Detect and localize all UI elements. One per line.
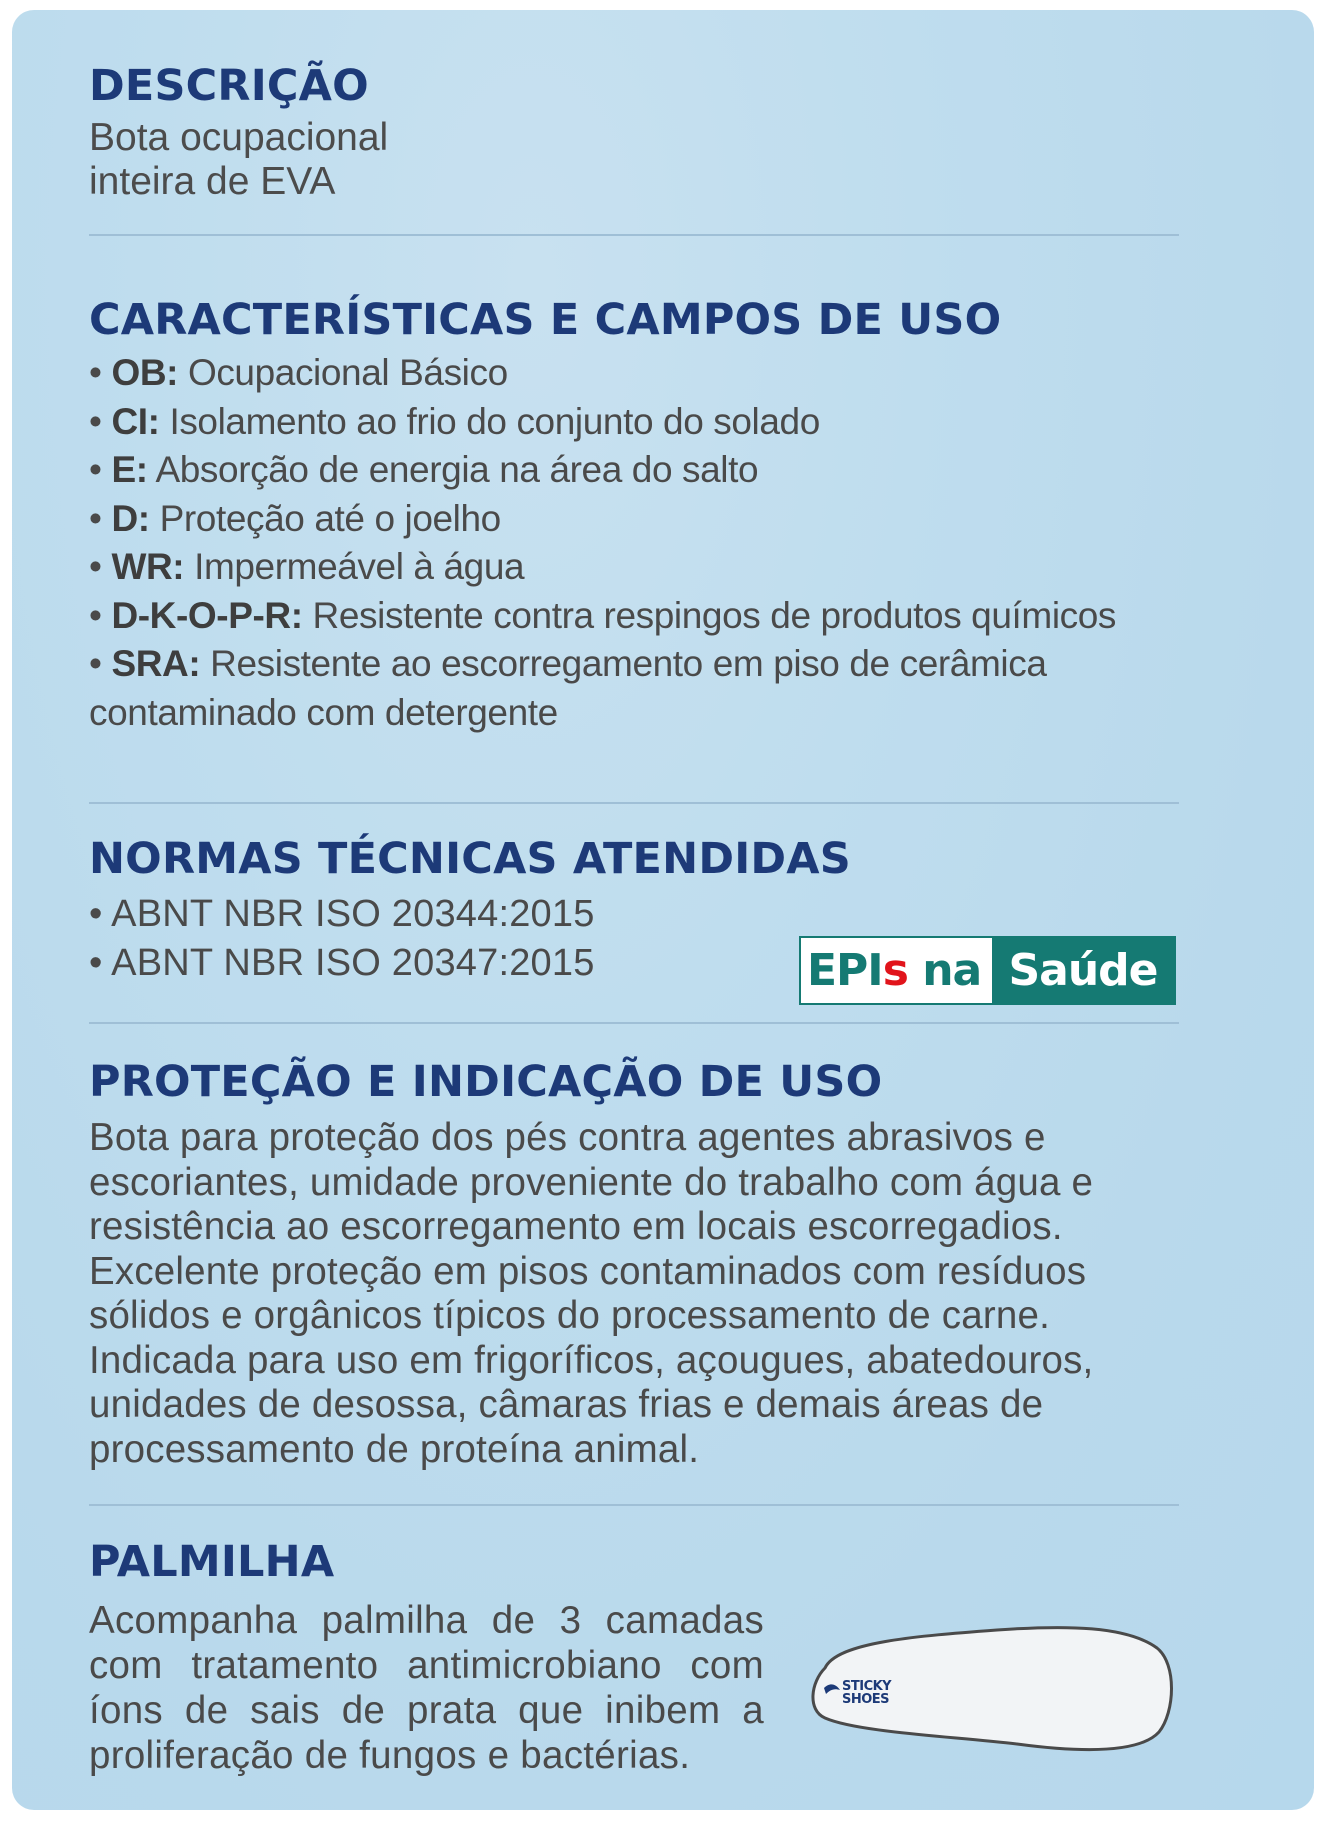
characteristic-code: OB: bbox=[111, 352, 179, 393]
characteristic-code: D-K-O-P-R: bbox=[111, 594, 303, 636]
characteristic-text: Impermeável à água bbox=[184, 546, 525, 587]
logo-text-red: s bbox=[882, 945, 908, 996]
characteristics-heading: CARACTERÍSTICAS E CAMPOS DE USO bbox=[89, 295, 1002, 345]
list-item: • SRA: Resistente ao escorregamento em piso de cerâmica bbox=[89, 643, 1047, 684]
insole-text: Acompanha palmilha de 3 camadas com tratamento antimicrobiano com íons de sais de prata que inibem a proliferação de fungos e bactérias. bbox=[89, 1599, 764, 1777]
standards-list bbox=[89, 890, 595, 988]
insole-image bbox=[797, 1620, 1177, 1756]
characteristic-text: Resistente contra respingos de produtos químicos bbox=[302, 594, 1117, 636]
list-item: • D-K-O-P-R: Resistente contra respingos de produtos químicos bbox=[89, 594, 1117, 636]
standards-heading: NORMAS TÉCNICAS ATENDIDAS bbox=[89, 834, 851, 884]
characteristic-code: E: bbox=[111, 449, 148, 490]
characteristic-code: CI: bbox=[111, 400, 160, 442]
paragraph-line: resistência ao escorregamento em locais escorregadios. bbox=[89, 1205, 1063, 1248]
paragraph-line: Bota para proteção dos pés contra agentes abrasivos e bbox=[89, 1116, 1046, 1159]
list-item: • D: Proteção até o joelho bbox=[89, 497, 501, 539]
characteristic-text: Proteção até o joelho bbox=[149, 497, 501, 539]
divider bbox=[89, 802, 1179, 804]
characteristic-code: D: bbox=[111, 497, 150, 539]
list-item: • E: Absorção de energia na área do salto bbox=[89, 449, 759, 490]
list-item-continuation: contaminado com detergente bbox=[89, 691, 558, 733]
characteristic-text: Ocupacional Básico bbox=[178, 352, 508, 393]
protection-text bbox=[89, 1116, 1189, 1472]
description-heading: DESCRIÇÃO bbox=[89, 61, 369, 111]
characteristic-text: Resistente ao escorregamento em piso de cerâmica bbox=[200, 643, 1047, 684]
paragraph-line: processamento de proteína animal. bbox=[89, 1427, 700, 1471]
characteristic-code: WR: bbox=[111, 546, 185, 587]
list-item: • ABNT NBR ISO 20344:2015 bbox=[89, 893, 595, 935]
description-text bbox=[89, 116, 388, 204]
logo-left bbox=[801, 938, 992, 1003]
list-item: • CI: Isolamento ao frio do conjunto do solado bbox=[89, 400, 820, 442]
info-card bbox=[12, 10, 1314, 1810]
list-item: • WR: Impermeável à água bbox=[89, 546, 525, 587]
paragraph-line: sólidos e orgânicos típicos do processamento de carne. bbox=[89, 1294, 1051, 1337]
epis-na-saude-logo bbox=[799, 936, 1176, 1005]
paragraph-line: Indicada para uso em frigoríficos, açougues, abatedouros, bbox=[89, 1338, 1094, 1382]
characteristic-text: Isolamento ao frio do conjunto do solado bbox=[159, 400, 820, 442]
brand-line-2: SHOES bbox=[842, 1692, 890, 1707]
description-line: Bota ocupacional bbox=[89, 116, 389, 159]
characteristic-code: SRA: bbox=[111, 643, 201, 684]
characteristics-list bbox=[89, 349, 1116, 737]
logo-text: EPI bbox=[807, 945, 883, 996]
divider bbox=[89, 234, 1179, 236]
list-item: • ABNT NBR ISO 20347:2015 bbox=[89, 942, 595, 984]
divider bbox=[89, 1022, 1179, 1024]
insole-heading: PALMILHA bbox=[89, 1537, 335, 1587]
description-line: inteira de EVA bbox=[89, 160, 336, 203]
list-item: • OB: Ocupacional Básico bbox=[89, 352, 508, 393]
logo-right: Saúde bbox=[992, 938, 1174, 1003]
paragraph-line: Excelente proteção em pisos contaminados com resíduos bbox=[89, 1249, 1087, 1293]
divider bbox=[89, 1504, 1179, 1506]
paragraph-line: unidades de desossa, câmaras frias e demais áreas de bbox=[89, 1383, 1044, 1426]
logo-text: na bbox=[907, 945, 982, 996]
paragraph-line: escoriantes, umidade proveniente do trabalho com água e bbox=[89, 1160, 1094, 1204]
protection-heading: PROTEÇÃO E INDICAÇÃO DE USO bbox=[89, 1057, 883, 1107]
characteristic-text: Absorção de energia na área do salto bbox=[147, 449, 759, 490]
brand-line-1: STICKY bbox=[842, 1679, 892, 1694]
